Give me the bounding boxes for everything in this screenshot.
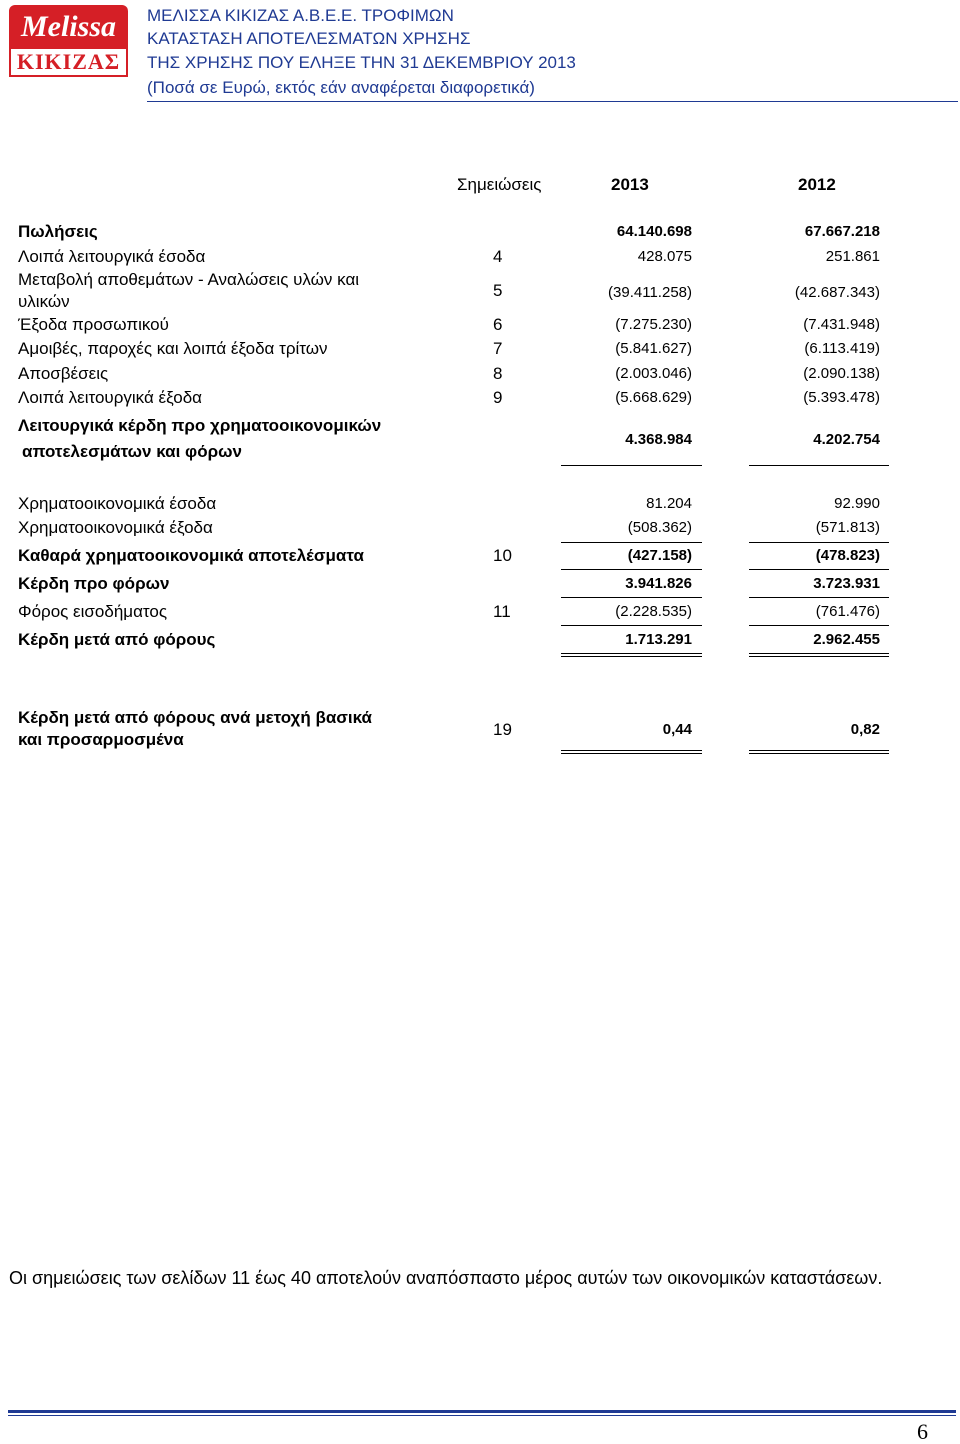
value-2012: (42.687.343) (794, 284, 880, 301)
underline-2012 (749, 542, 889, 543)
footer-rule-thin (8, 1415, 956, 1416)
row-label: Κέρδη προ φόρων (18, 574, 170, 593)
row-label-line2: και προσαρμοσμένα (18, 730, 184, 749)
row-note: 8 (493, 364, 503, 383)
value-2013: 3.941.826 (625, 575, 692, 592)
statement-title: ΚΑΤΑΣΤΑΣΗ ΑΠΟΤΕΛΕΣΜΑΤΩΝ ΧΡΗΣΗΣ (147, 29, 471, 48)
value-2013: (7.275.230) (615, 316, 692, 333)
row-note: 11 (493, 602, 511, 621)
underline-2012 (749, 625, 889, 626)
row-label: Κέρδη μετά από φόρους (18, 630, 216, 649)
row-label: Αμοιβές, παροχές και λοιπά έξοδα τρίτων (18, 339, 328, 358)
row-label-line1: Λειτουργικά κέρδη προ χρηματοοικονομικών (18, 416, 382, 435)
page-number: 6 (917, 1419, 928, 1444)
year-2012-header: 2012 (798, 175, 836, 194)
double-underline-2013-a (561, 653, 702, 654)
footnote: Οι σημειώσεις των σελίδων 11 έως 40 αποτελούν αναπόσπαστο μέρος αυτών των οικονομικών καταστάσεων. (9, 1268, 883, 1288)
row-label: Χρηματοοικονομικά έσοδα (18, 494, 217, 513)
row-label: Φόρος εισοδήματος (18, 602, 168, 621)
value-2013: (5.668.629) (615, 389, 692, 406)
value-2013: 428.075 (637, 248, 692, 265)
row-note: 19 (493, 720, 512, 739)
value-2013: (427.158) (627, 547, 692, 564)
logo-subtitle: ΚΙΚΙΖΑΣ (9, 49, 128, 77)
value-2012: 2.962.455 (813, 631, 880, 648)
row-label: Καθαρά χρηματοοικονομικά αποτελέσματα (18, 546, 364, 565)
row-label: Αποσβέσεις (18, 364, 109, 383)
value-2013: 64.140.698 (616, 223, 692, 240)
value-2012: 92.990 (834, 495, 880, 512)
header-rule (147, 101, 958, 102)
row-label-line1: Κέρδη μετά από φόρους ανά μετοχή βασικά (18, 708, 372, 727)
row-label: Πωλήσεις (18, 222, 98, 241)
underline-2013 (561, 625, 702, 626)
underline-2013 (561, 597, 702, 598)
value-2013: 1.713.291 (625, 631, 692, 648)
double-underline-2013-b (561, 753, 702, 754)
row-note: 4 (493, 247, 503, 266)
double-underline-2012-a (749, 653, 889, 654)
row-note: 5 (493, 281, 503, 300)
double-underline-2013-a (561, 750, 702, 751)
value-2013: (5.841.627) (615, 340, 692, 357)
value-2013: 4.368.984 (625, 431, 692, 448)
row-label: Λοιπά λειτουργικά έσοδα (18, 247, 206, 266)
company-name: ΜΕΛΙΣΣΑ ΚΙΚΙΖΑΣ Α.Β.Ε.Ε. ΤΡΟΦΙΜΩΝ (147, 6, 454, 25)
table-row (0, 270, 960, 314)
value-2012: (478.823) (815, 547, 880, 564)
value-2012: (7.431.948) (803, 316, 880, 333)
footer-rule-thick (8, 1410, 956, 1413)
row-label-line2: υλικών (18, 292, 70, 311)
subtotal-underline-2013 (561, 465, 702, 466)
value-2012: 3.723.931 (813, 575, 880, 592)
value-2012: 0,82 (850, 721, 880, 738)
logo-brand: Melissa (9, 5, 128, 49)
value-2012: 251.861 (825, 248, 880, 265)
value-2012: (761.476) (815, 603, 880, 620)
row-label: Χρηματοοικονομικά έξοδα (18, 518, 213, 537)
double-underline-2013-b (561, 656, 702, 657)
underline-2013 (561, 542, 702, 543)
company-logo (9, 5, 128, 77)
value-2012: (571.813) (815, 519, 880, 536)
value-2012: (6.113.419) (804, 340, 880, 357)
row-label-line1: Μεταβολή αποθεμάτων - Αναλώσεις υλών και (18, 270, 360, 289)
row-label: Λοιπά λειτουργικά έξοδα (18, 388, 202, 407)
row-note: 7 (493, 339, 503, 358)
row-label: Έξοδα προσωπικού (18, 315, 169, 334)
table-row (0, 416, 960, 462)
value-2012: (2.090.138) (803, 365, 880, 382)
row-note: 9 (493, 388, 503, 407)
value-2013: 0,44 (662, 721, 692, 738)
value-2012: (5.393.478) (803, 389, 880, 406)
value-2013: (39.411.258) (608, 284, 692, 301)
value-2013: (2.228.535) (615, 603, 692, 620)
notes-column-header: Σημειώσεις (457, 175, 542, 194)
value-2013: (508.362) (627, 519, 692, 536)
value-2013: (2.003.046) (615, 365, 692, 382)
currency-note: (Ποσά σε Ευρώ, εκτός εάν αναφέρεται διαφορετικά) (147, 78, 535, 97)
year-2013-header: 2013 (611, 175, 649, 194)
value-2012: 67.667.218 (804, 223, 880, 240)
underline-2012 (749, 597, 889, 598)
underline-2013 (561, 569, 702, 570)
double-underline-2012-a (749, 750, 889, 751)
statement-period: ΤΗΣ ΧΡΗΣΗΣ ΠΟΥ ΕΛΗΞΕ ΤΗΝ 31 ΔΕΚΕΜΒΡΙΟΥ 2013 (147, 53, 576, 72)
row-label-line2: αποτελεσμάτων και φόρων (22, 442, 242, 461)
subtotal-underline-2012 (749, 465, 889, 466)
row-note: 10 (493, 546, 512, 565)
underline-2012 (749, 569, 889, 570)
value-2013: 81.204 (646, 495, 692, 512)
double-underline-2012-b (749, 656, 889, 657)
row-note: 6 (493, 315, 503, 334)
table-row (0, 708, 960, 752)
value-2012: 4.202.754 (813, 431, 880, 448)
double-underline-2012-b (749, 753, 889, 754)
